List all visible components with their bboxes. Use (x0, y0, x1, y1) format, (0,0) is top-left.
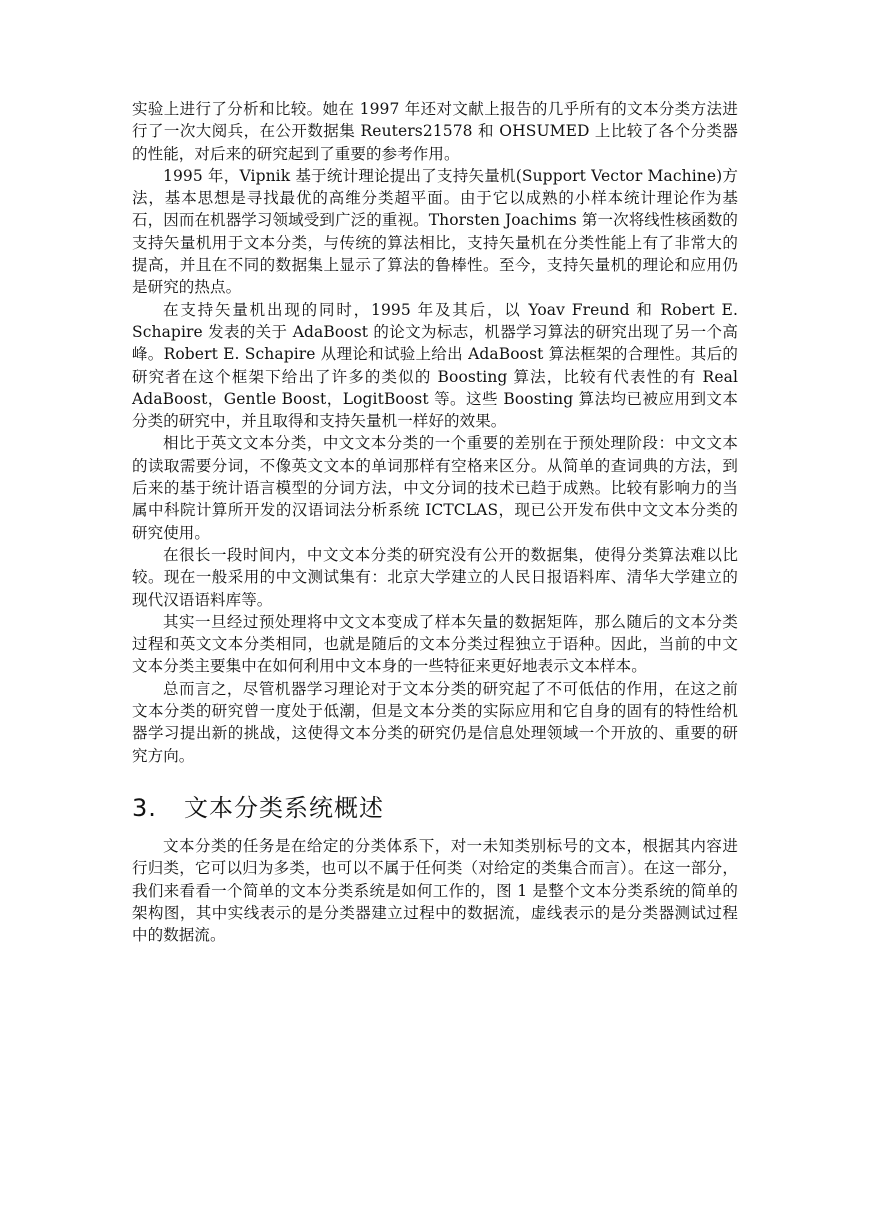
paragraph-conclusion: 总而言之，尽管机器学习理论对于文本分类的研究起了不可低估的作用，在这之前文本分类的研究曾一度处于低潮，但是文本分类的实际应用和它自身的固有的特性给机器学习提出新的挑战，这使得文本分类的研究仍是信息处理领域一个开放的、重要的研究方向。 (132, 679, 738, 765)
paragraph-language-independence: 其实一旦经过预处理将中文文本变成了样本矢量的数据矩阵，那么随后的文本分类过程和英文文本分类相同，也就是随后的文本分类过程独立于语种。因此，当前的中文文本分类主要集中在如何利用中文本身的一些特征来更好地表示文本样本。 (132, 612, 738, 676)
section-heading (132, 791, 738, 825)
section-title: 文本分类系统概述 (184, 793, 384, 822)
paragraph-system-overview: 文本分类的任务是在给定的分类体系下，对一未知类别标号的文本，根据其内容进行归类，它可以归为多类，也可以不属于任何类（对给定的类集合而言）。在这一部分，我们来看看一个简单的文本分类系统是如何工作的，图 1 是整个文本分类系统的简单的架构图，其中实线表示的是分类器建立过程中的数据流，虚线表示的是分类器测试过程中的数据流。 (132, 836, 738, 945)
paragraph-continuation: 实验上进行了分析和比较。她在 1997 年还对文献上报告的几乎所有的文本分类方法进行了一次大阅兵，在公开数据集 Reuters21578 和 OHSUMED 上比较了各个分类器的性能，对后来的研究起到了重要的参考作用。 (132, 100, 738, 163)
section-number: 3. (132, 793, 157, 822)
paragraph-chinese-preprocessing: 相比于英文文本分类，中文文本分类的一个重要的差别在于预处理阶段：中文文本的读取需要分词，不像英文文本的单词那样有空格来区分。从简单的查词典的方法，到后来的基于统计语言模型的分词方法，中文分词的技术已趋于成熟。比较有影响力的当属中科院计算所开发的汉语词法分析系统 ICTCLAS，现已公开发布供中文文本分类的研究使用。 (132, 434, 738, 542)
paragraph-chinese-datasets: 在很长一段时间内，中文文本分类的研究没有公开的数据集，使得分类算法难以比较。现在一般采用的中文测试集有：北京大学建立的人民日报语料库、清华大学建立的现代汉语语料库等。 (132, 545, 738, 609)
paragraph-adaboost: 在支持矢量机出现的同时，1995 年及其后，以 Yoav Freund 和 Robert E. Schapire 发表的关于 AdaBoost 的论文为标志，机器学习算法的研究出现了另一个高峰。Robert E. Schapire 从理论和试验上给出 AdaBoost 算法框架的合理性。其后的研究者在这个框架下给出了许多的类似的 Boosting 算法，比较有代表性的有 Real AdaBoost，Gentle Boost，LogitBoost 等。这些 Boosting 算法均已被应用到文本分类的研究中，并且取得和支持矢量机一样好的效果。 (132, 300, 738, 431)
document-page (132, 98, 738, 946)
paragraph-svm: 1995 年，Vipnik 基于统计理论提出了支持矢量机(Support Vector Machine)方法，基本思想是寻找最优的高维分类超平面。由于它以成熟的小样本统计理论作为基石，因而在机器学习领域受到广泛的重视。Thorsten Joachims 第一次将线性核函数的支持矢量机用于文本分类，与传统的算法相比，支持矢量机在分类性能上有了非常大的提高，并且在不同的数据集上显示了算法的鲁棒性。至今，支持矢量机的理论和应用仍是研究的热点。 (132, 166, 738, 297)
